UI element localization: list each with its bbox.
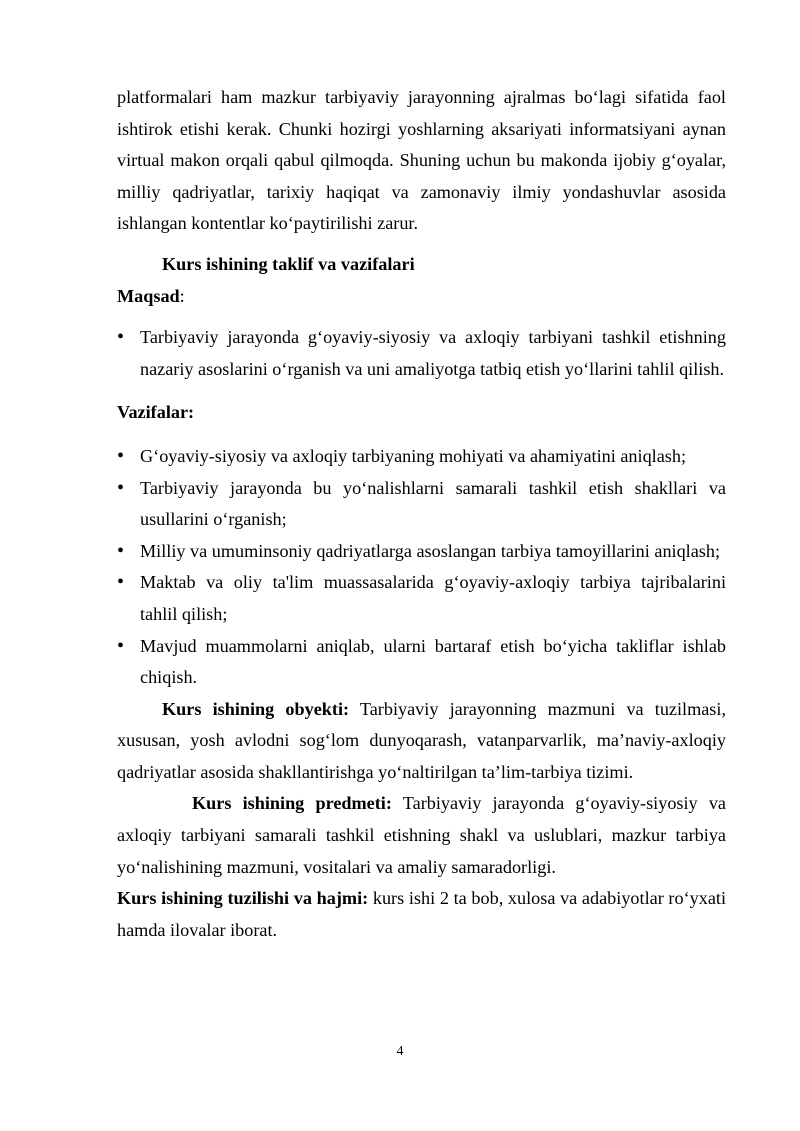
list-item: • Tarbiyaviy jarayonda g‘oyaviy-siyosiy va axloqiy tarbiyani tashkil etishning nazariy asoslarini o‘rganish va uni amaliyotga tatbiq etish yo‘llarini tahlil qilish.	[117, 322, 726, 385]
list-item: • G‘oyaviy-siyosiy va axloqiy tarbiyaning mohiyati va ahamiyatini aniqlash;	[117, 441, 726, 473]
vazifalar-list	[117, 441, 726, 694]
page-number: 4	[396, 1044, 404, 1059]
intro-paragraph: platformalari ham mazkur tarbiyaviy jarayonning ajralmas bo‘lagi sifatida faol ishtirok etishi kerak. Chunki hozirgi yoshlarning aksariyati informatsiyani aynan virtual makon orqali qabul qilmoqda. Shuning uchun bu makonda ijobiy g‘oyalar, milliy qadriyatlar, tarixiy haqiqat va zamonaviy ilmiy yondashuvlar asosida ishlangan kontentlar ko‘paytirilishi zarur.	[117, 87, 726, 234]
list-item: • Mavjud muammolarni aniqlab, ularni bartaraf etish bo‘yicha takliflar ishlab chiqish.	[117, 631, 726, 694]
section-heading: Kurs ishining taklif va vazifalari	[162, 253, 415, 274]
predmet-text: Tarbiyaviy jarayonda g‘oyaviy-siyosiy va axloqiy tarbiyani samarali tashkil etishning shakl va uslublari, mazkur tarbiya yo‘nalishining mazmuni, vositalari va amaliy samaradorligi.	[117, 793, 727, 877]
obyekt-label: Kurs ishining obyekti:	[162, 698, 350, 719]
list-item: • Milliy va umuminsoniy qadriyatlarga asoslangan tarbiya tamoyillarini aniqlash;	[117, 536, 726, 568]
obyekt-paragraph	[117, 694, 726, 789]
predmet-label: Kurs ishining predmeti:	[192, 793, 392, 814]
document-page	[117, 82, 726, 946]
tuzilish-text: kurs ishi 2 ta bob, xulosa va adabiyotlar ro‘yxati hamda ilovalar iborat.	[117, 888, 727, 940]
obyekt-text: Tarbiyaviy jarayonning mazmuni va tuzilmasi, xususan, yosh avlodni sog‘lom dunyoqarash, vatanparvarlik, ma’naviy-axloqiy qadriyatlar asosida shakllantirishga yo‘naltirilgan ta’lim-tarbiya tizimi.	[117, 698, 726, 782]
maqsad-label-line	[117, 281, 726, 313]
predmet-paragraph	[117, 788, 726, 883]
vazifalar-label: Vazifalar:	[117, 402, 195, 423]
tuzilish-label: Kurs ishining tuzilishi va hajmi:	[117, 888, 369, 909]
list-item: • Maktab va oliy ta'lim muassasalarida g‘oyaviy-axloqiy tarbiya tajribalarini tahlil qilish;	[117, 567, 726, 630]
maqsad-list	[117, 322, 726, 385]
list-item: • Tarbiyaviy jarayonda bu yo‘nalishlarni samarali tashkil etish shakllari va usullarini o‘rganish;	[117, 473, 726, 536]
tuzilish-paragraph	[117, 883, 726, 946]
maqsad-label: Maqsad	[117, 285, 180, 306]
maqsad-colon: :	[179, 285, 185, 306]
